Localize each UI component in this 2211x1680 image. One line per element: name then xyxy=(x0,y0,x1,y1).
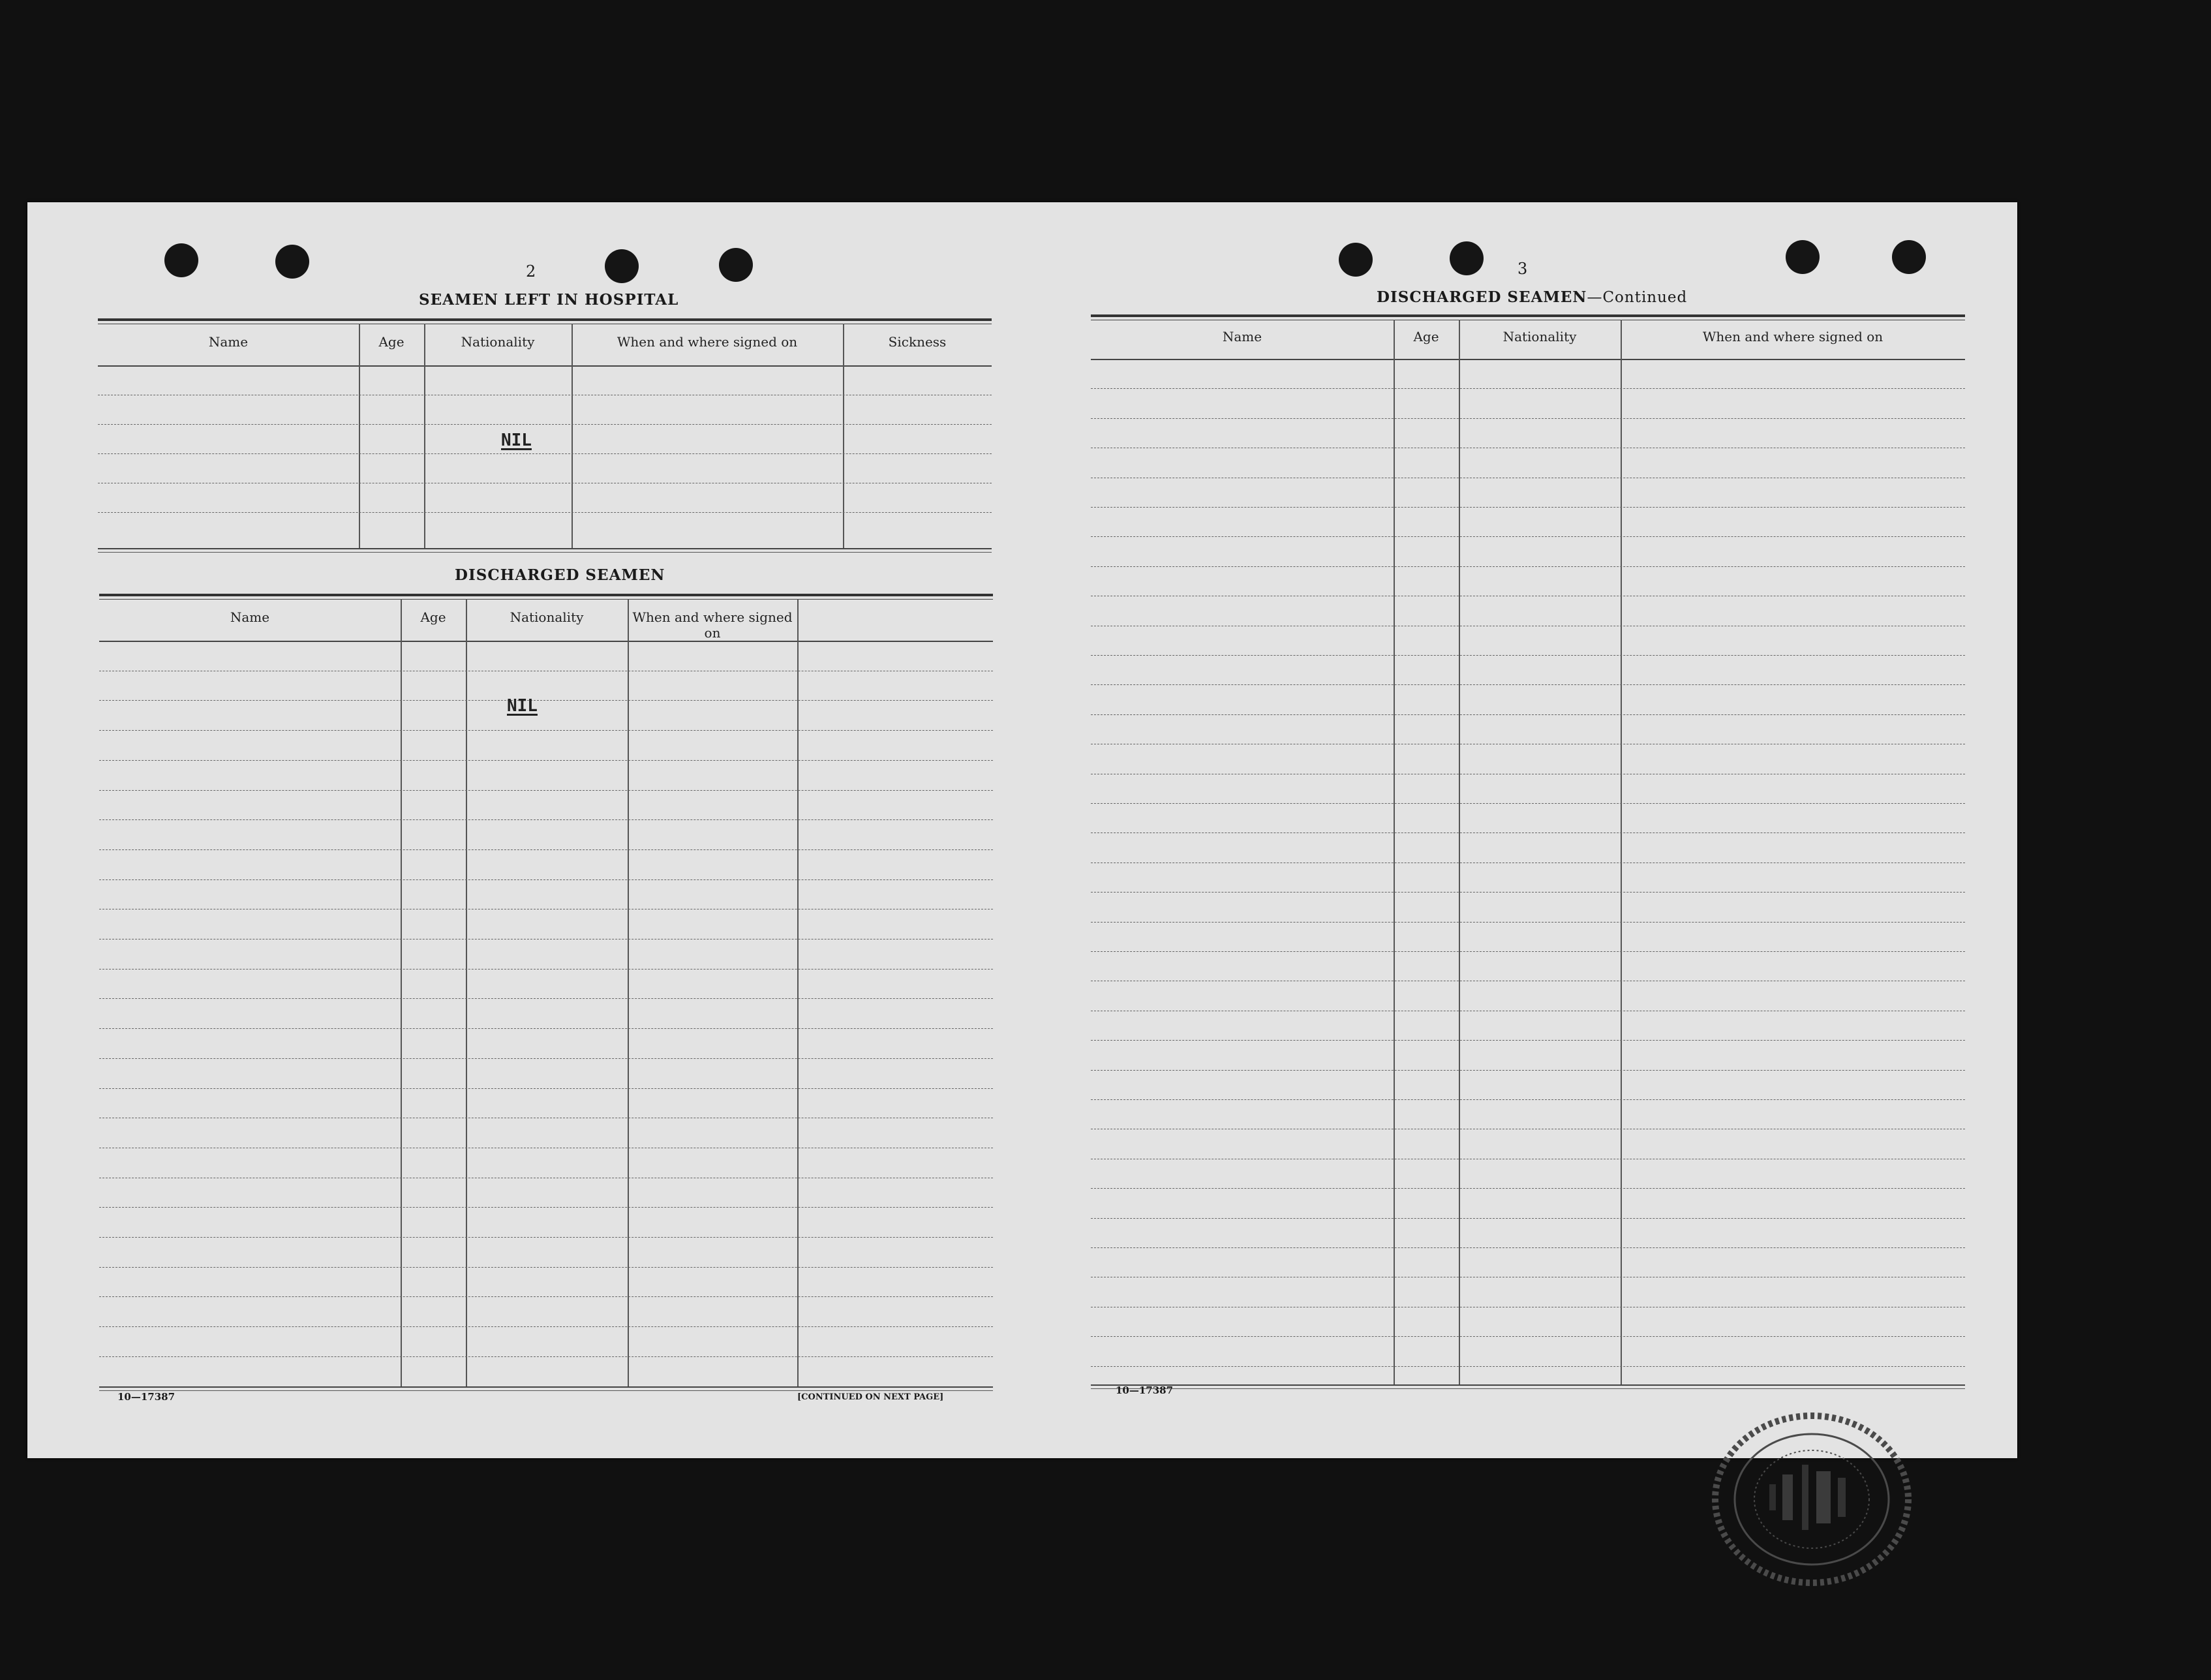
ruled-row-line xyxy=(98,424,992,425)
column-divider xyxy=(1394,320,1395,1384)
column-divider xyxy=(572,324,573,548)
ruled-row-line xyxy=(99,998,993,999)
form-code-right: 10—17387 xyxy=(1116,1384,1174,1396)
continued-suffix: —Continued xyxy=(1587,289,1688,306)
ruled-row-line xyxy=(99,1088,993,1089)
ruled-row-line xyxy=(99,1267,993,1268)
column-header: Nationality xyxy=(1502,329,1577,344)
column-header: Name xyxy=(1222,329,1262,344)
ledger-sheet xyxy=(27,202,2017,1458)
table-bottom-rule xyxy=(1091,1384,1965,1386)
punch-hole-icon xyxy=(1892,240,1926,274)
ruled-row-line xyxy=(1091,832,1965,833)
ruled-row-line xyxy=(1091,1040,1965,1041)
column-header: Nationality xyxy=(510,609,584,625)
ruled-row-line xyxy=(1091,1188,1965,1189)
hospital-nil-entry: NIL xyxy=(501,431,532,450)
column-header: Name xyxy=(208,334,249,350)
ruled-row-line xyxy=(99,1028,993,1029)
ruled-row-line xyxy=(1091,388,1965,389)
column-divider xyxy=(1621,320,1622,1384)
table-bottom-rule xyxy=(99,1386,993,1388)
discharged-table xyxy=(99,594,993,1386)
column-header: Age xyxy=(1413,329,1439,344)
ruled-row-line xyxy=(99,879,993,880)
hospital-table xyxy=(98,318,992,548)
punch-hole-icon xyxy=(164,243,198,277)
punch-hole-icon xyxy=(605,249,639,283)
column-header: Sickness xyxy=(888,334,947,350)
discharged-section-title: DISCHARGED SEAMEN xyxy=(455,566,665,584)
column-divider xyxy=(628,599,629,1386)
form-code-left: 10—17387 xyxy=(117,1391,175,1403)
ruled-row-line xyxy=(99,1058,993,1059)
column-divider xyxy=(359,324,360,548)
column-header: When and where signed on xyxy=(617,334,798,350)
ruled-row-line xyxy=(98,453,992,454)
table-top-rule xyxy=(99,594,993,596)
ruled-row-line xyxy=(99,1326,993,1327)
ruled-row-line xyxy=(1091,714,1965,715)
header-bottom-rule xyxy=(98,365,992,367)
ruled-row-line xyxy=(99,760,993,761)
ruled-row-line xyxy=(1091,684,1965,685)
punch-hole-icon xyxy=(719,248,753,282)
column-divider xyxy=(843,324,844,548)
ruled-row-line xyxy=(99,1296,993,1297)
table-bottom-rule-inner xyxy=(1091,1388,1965,1389)
table-top-rule-inner xyxy=(99,599,993,600)
ruled-row-line xyxy=(1091,418,1965,419)
page-number-right: 3 xyxy=(1517,260,1528,278)
table-bottom-rule-inner xyxy=(99,1390,993,1391)
discharged-continued-title-text: DISCHARGED SEAMEN xyxy=(1377,288,1587,306)
column-header: Name xyxy=(230,609,270,625)
ruled-row-line xyxy=(1091,1070,1965,1071)
column-divider xyxy=(424,324,425,548)
column-header: Age xyxy=(378,334,404,350)
continued-note: [CONTINUED ON NEXT PAGE] xyxy=(797,1392,944,1402)
ruled-row-line xyxy=(99,1237,993,1238)
column-divider xyxy=(1459,320,1460,1384)
ruled-row-line xyxy=(98,512,992,513)
ruled-row-line xyxy=(1091,1218,1965,1219)
ruled-row-line xyxy=(1091,536,1965,537)
discharged-continued-table xyxy=(1091,314,1965,1384)
column-divider xyxy=(401,599,402,1386)
header-bottom-rule xyxy=(1091,359,1965,360)
ruled-row-line xyxy=(99,790,993,791)
punch-hole-icon xyxy=(1786,240,1820,274)
ruled-row-line xyxy=(1091,655,1965,656)
ruled-row-line xyxy=(1091,892,1965,893)
column-header: When and where signed on xyxy=(1702,329,1883,344)
column-divider xyxy=(466,599,467,1386)
ruled-row-line xyxy=(1091,566,1965,567)
punch-hole-icon xyxy=(275,245,309,279)
ruled-row-line xyxy=(99,819,993,820)
circular-rubber-stamp-icon xyxy=(1704,1403,1919,1592)
ruled-row-line xyxy=(99,849,993,850)
ruled-row-line xyxy=(1091,507,1965,508)
column-header: Nationality xyxy=(461,334,535,350)
ruled-row-line xyxy=(1091,1336,1965,1337)
ruled-row-line xyxy=(99,730,993,731)
header-bottom-rule xyxy=(99,641,993,642)
ruled-row-line xyxy=(1091,1247,1965,1248)
table-top-rule xyxy=(1091,314,1965,317)
table-bottom-rule xyxy=(98,548,992,549)
punch-hole-icon xyxy=(1339,243,1373,277)
discharged-nil-entry: NIL xyxy=(507,696,538,716)
hospital-section-title: SEAMEN LEFT IN HOSPITAL xyxy=(419,291,679,309)
ruled-row-line xyxy=(1091,803,1965,804)
ruled-row-line xyxy=(99,969,993,970)
ruled-row-line xyxy=(99,700,993,701)
table-top-rule xyxy=(98,318,992,321)
column-divider xyxy=(797,599,799,1386)
discharged-continued-title xyxy=(1377,288,1687,306)
ruled-row-line xyxy=(1091,951,1965,952)
ruled-row-line xyxy=(99,1207,993,1208)
punch-hole-icon xyxy=(1450,241,1484,275)
ruled-row-line xyxy=(1091,1366,1965,1367)
column-header: Age xyxy=(420,609,446,625)
page-number-left: 2 xyxy=(526,262,536,281)
ruled-row-line xyxy=(1091,1099,1965,1100)
ruled-row-line xyxy=(1091,922,1965,923)
table-bottom-rule-inner xyxy=(98,552,992,553)
column-header: When and where signed on xyxy=(632,609,793,641)
ruled-row-line xyxy=(99,1356,993,1357)
